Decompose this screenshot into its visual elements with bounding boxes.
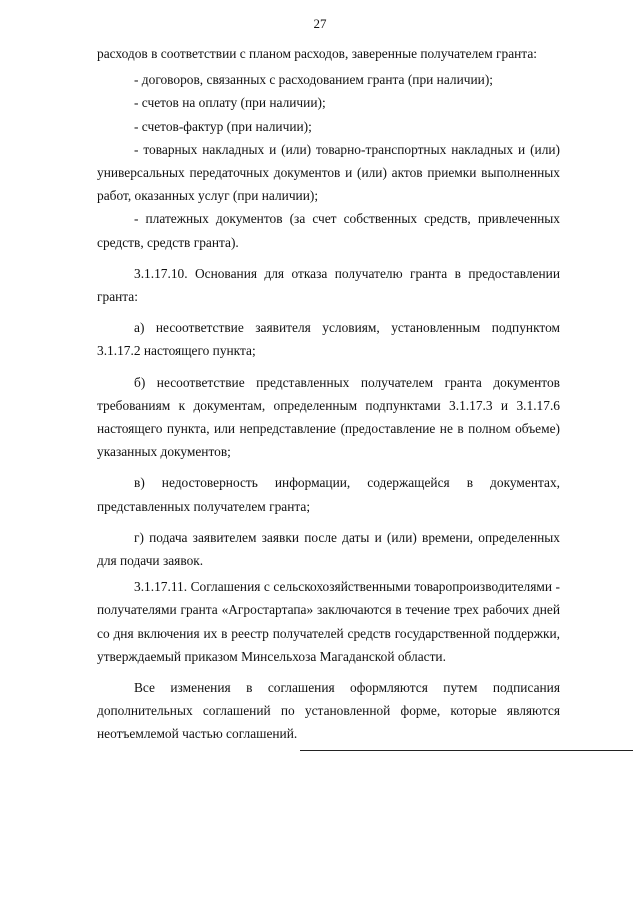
list-item-invoices-factura: - счетов-фактур (при наличии);	[134, 118, 312, 134]
paragraph-expense-documents: расходов в соответствии с планом расходов, заверенные получателем гранта:	[97, 46, 537, 61]
footer-divider	[300, 750, 633, 751]
list-item-b: б) несоответствие представленных получателем гранта документов требованиям к документам, определенным подпунктами 3.1.17.3 и 3.1.17.6 настоящего пункта, или непредставление (предоставление не в полном объеме) указанных документов;	[97, 374, 560, 460]
list-item-payment-documents: - платежных документов (за счет собственных средств, привлеченных средств, средств гранта).	[97, 211, 560, 250]
list-item-contracts: - договоров, связанных с расходованием гранта (при наличии);	[134, 72, 494, 88]
paragraph-refusal-grounds: 3.1.17.10. Основания для отказа получателю гранта в предоставлении гранта:	[97, 265, 560, 305]
list-item-d: г) подача заявителем заявки после даты и (или) времени, определенных для подачи заявок.	[97, 529, 560, 569]
list-item-c: в) недостоверность информации, содержащейся в документах, представленных получателем гранта;	[97, 475, 560, 514]
paragraph-amendments: Все изменения в соглашения оформляются путем подписания дополнительных соглашений по установленной форме, которые являются неотъемлемой частью соглашений.	[97, 680, 560, 742]
paragraph-agreements: 3.1.17.11. Соглашения с сельскохозяйственными товаропроизводителями - получателями гранта «Агростартапа» заключаются в течение трех рабочих дней со дня включения их в реестр получателей средств государственной поддержки, утверждаемый приказом Минсельхоза Магаданской области.	[97, 579, 560, 664]
document-body	[97, 42, 560, 746]
list-item-waybills: - товарных накладных и (или) товарно-транспортных накладных и (или) универсальных передаточных документов и (или) актов приемки выполненных работ, оказанных услуг (при наличии);	[97, 141, 560, 204]
list-item-invoices-payment: - счетов на оплату (при наличии);	[134, 95, 326, 111]
page-number: 27	[313, 16, 327, 31]
list-item-a: а) несоответствие заявителя условиям, установленным подпунктом 3.1.17.2 настоящего пункта;	[97, 320, 560, 359]
